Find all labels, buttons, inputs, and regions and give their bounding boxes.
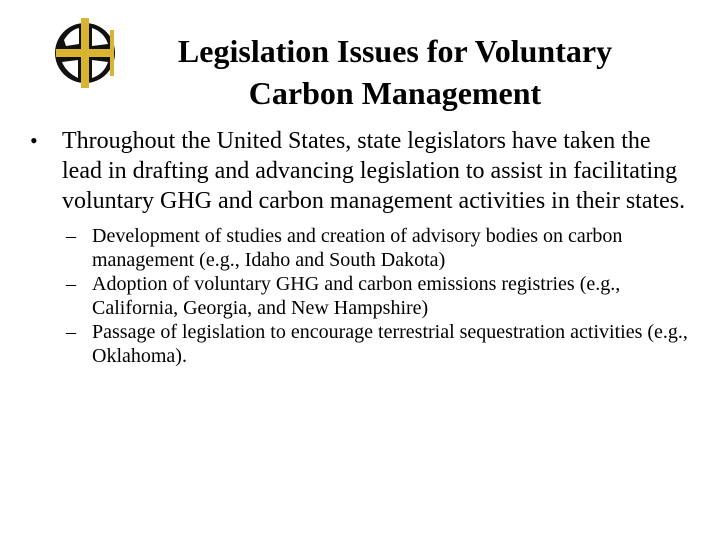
sub-bullet-marker: – (66, 273, 76, 295)
sub-bullet-text: Development of studies and creation of advisory bodies on carbon management (e.g., Idaho and South Dakota) (92, 225, 623, 271)
title-line-1: Legislation Issues for Voluntary (177, 33, 613, 69)
sub-bullet-text: Adoption of voluntary GHG and carbon emissions registries (e.g., California, Georgia, and New Hampshire) (92, 273, 621, 319)
bullet-list (30, 126, 690, 368)
slide-title (130, 30, 660, 114)
bullet-text: Throughout the United States, state legislators have taken the lead in drafting and advancing legislation to assist in facilitating voluntary GHG and carbon management activities in their states. (62, 128, 686, 214)
sub-bullet-list (66, 224, 690, 368)
sub-bullet-marker: – (66, 225, 76, 247)
sub-bullet (66, 224, 690, 272)
sub-bullet (66, 320, 690, 368)
main-bullet (30, 126, 690, 216)
cross-circle-logo (52, 18, 118, 88)
bullet-marker: • (30, 128, 38, 153)
title-line-2: Carbon Management (248, 75, 542, 111)
sub-bullet-marker: – (66, 321, 76, 343)
sub-bullet (66, 272, 690, 320)
sub-bullet-text: Passage of legislation to encourage terrestrial sequestration activities (e.g., Oklahoma). (92, 321, 688, 367)
